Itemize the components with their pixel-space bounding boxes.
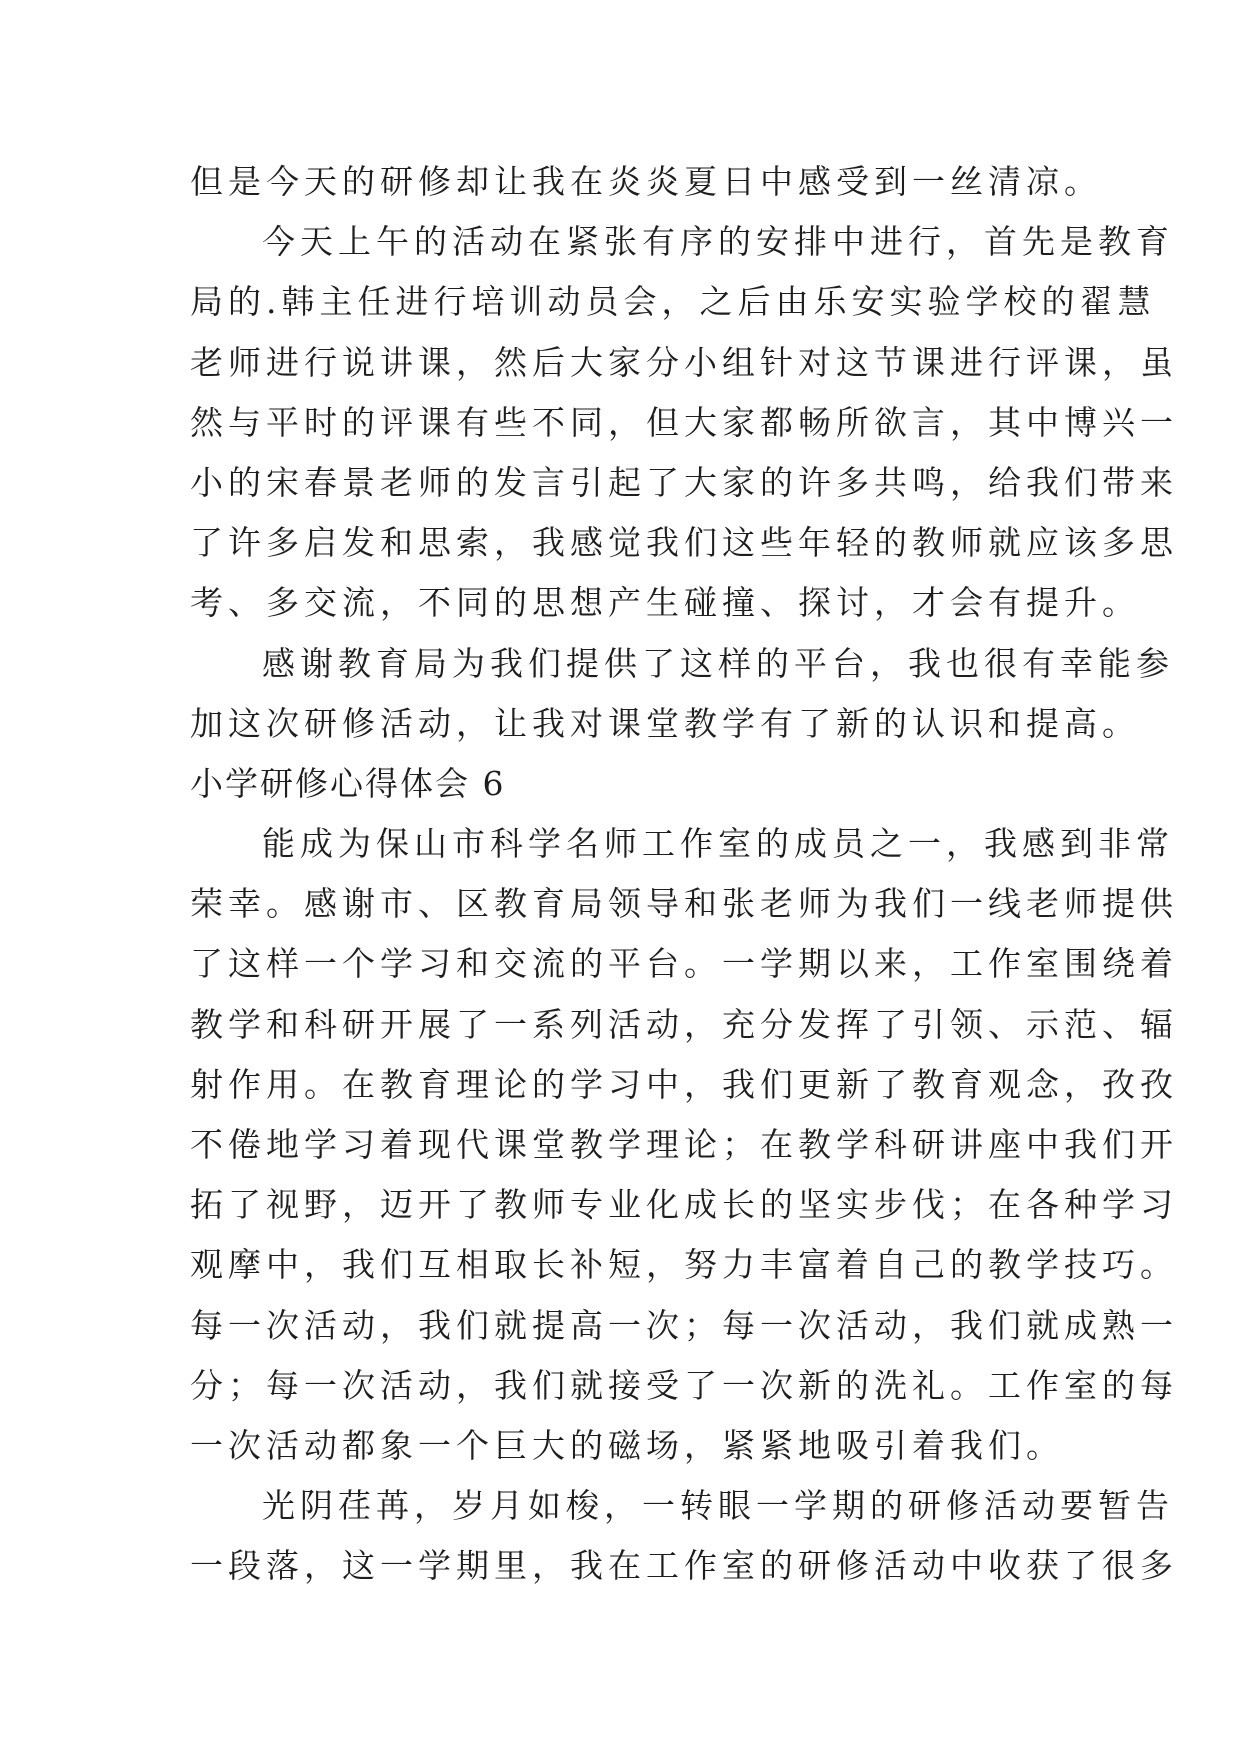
text-line: 一次活动都象一个巨大的磁场，紧紧地吸引着我们。 [190, 1425, 1064, 1465]
text-line: 荣幸。感谢市、区教育局领导和张老师为我们一线老师提供 [190, 884, 1178, 924]
text-line: 感谢教育局为我们提供了这样的平台，我也很有幸能参 [262, 643, 1174, 683]
text-line: 教学和科研开展了一系列活动，充分发挥了引领、示范、辐 [190, 1004, 1178, 1044]
text-line: 加这次研修活动，让我对课堂教学有了新的认识和提高。 [190, 703, 1140, 743]
text-line: 局的.韩主任进行培训动员会，之后由乐安实验学校的翟慧 [190, 282, 1156, 322]
text-line: 然与平时的评课有些不同，但大家都畅所欲言，其中博兴一 [190, 402, 1178, 442]
text-line: 观摩中，我们互相取长补短，努力丰富着自己的教学技巧。 [190, 1245, 1178, 1285]
text-line: 了许多启发和思索，我感觉我们这些年轻的教师就应该多思 [190, 523, 1178, 563]
section-heading [190, 754, 1070, 814]
text-line: 小的宋春景老师的发言引起了大家的许多共鸣，给我们带来 [190, 462, 1178, 502]
document-body [190, 152, 1178, 1597]
paragraph [190, 1476, 1178, 1596]
text-line: 一段落，这一学期里，我在工作室的研修活动中收获了很多 [190, 1546, 1178, 1586]
text-line: 考、多交流，不同的思想产生碰撞、探讨，才会有提升。 [190, 583, 1140, 623]
paragraph [190, 212, 1178, 633]
text-line: 了这样一个学习和交流的平台。一学期以来，工作室围绕着 [190, 944, 1178, 984]
text-line: 分；每一次活动，我们就接受了一次新的洗礼。工作室的每 [190, 1365, 1178, 1405]
paragraph [190, 814, 1178, 1476]
text-line: 射作用。在教育理论的学习中，我们更新了教育观念，孜孜 [190, 1064, 1178, 1104]
text-line: 光阴荏苒，岁月如梭，一转眼一学期的研修活动要暂告 [262, 1486, 1174, 1526]
text-line: 今天上午的活动在紧张有序的安排中进行，首先是教育 [262, 222, 1174, 262]
paragraph [190, 152, 1102, 212]
text-line: 不倦地学习着现代课堂教学理论；在教学科研讲座中我们开 [190, 1125, 1178, 1164]
text-line: 但是今天的研修却让我在炎炎夏日中感受到一丝清凉。 [190, 162, 1102, 201]
text-line: 每一次活动，我们就提高一次；每一次活动，我们就成熟一 [190, 1305, 1178, 1345]
text-line: 能成为保山市科学名师工作室的成员之一，我感到非常 [262, 824, 1174, 864]
text-line: 拓了视野，迈开了教师专业化成长的坚实步伐；在各种学习 [190, 1185, 1178, 1225]
heading-text: 小学研修心得体会 6 [190, 763, 506, 803]
paragraph [190, 634, 1174, 754]
text-line: 老师进行说讲课，然后大家分小组针对这节课进行评课，虽 [190, 342, 1178, 382]
